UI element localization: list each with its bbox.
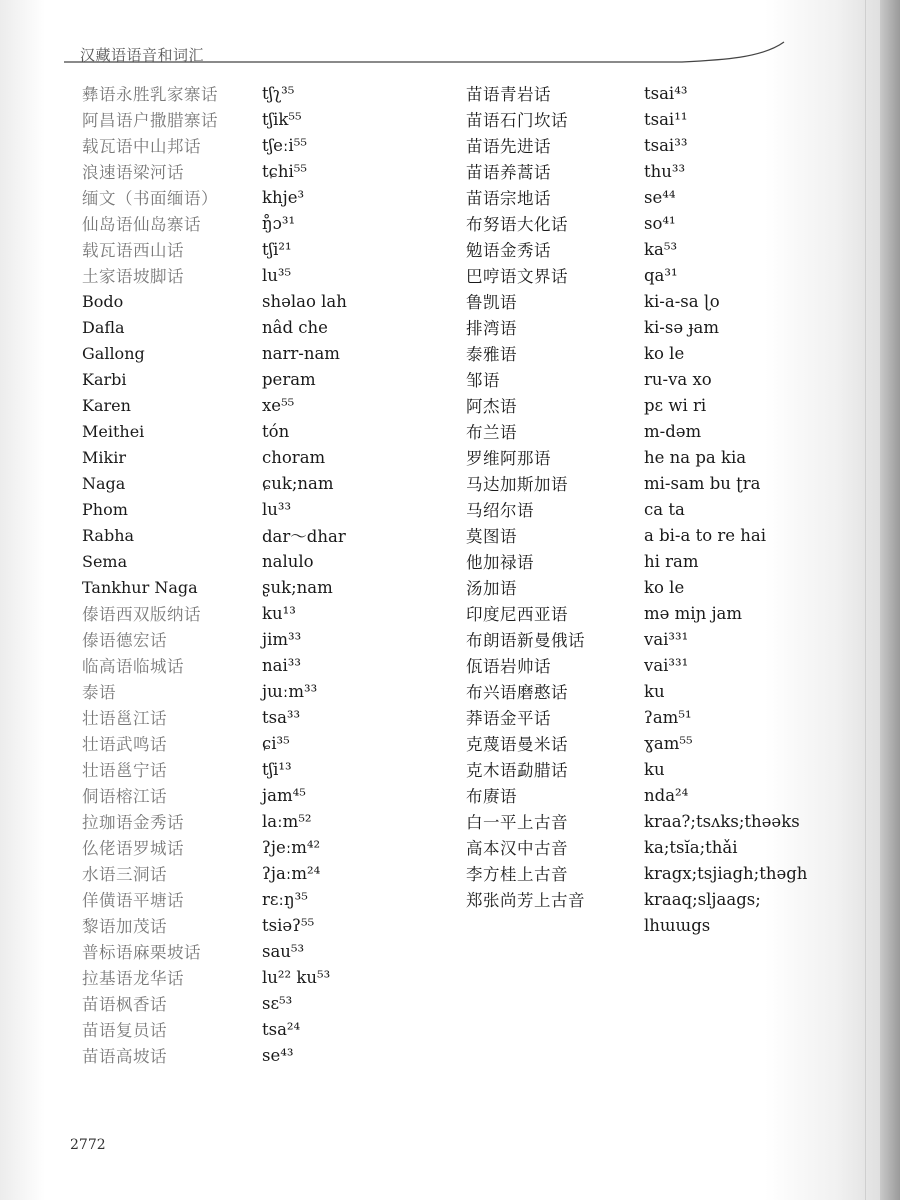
word-form: tʃeːi⁵⁵	[262, 135, 307, 155]
list-item	[466, 912, 814, 938]
language-name: 苗语石门坎话	[466, 111, 568, 130]
list-item	[466, 600, 814, 626]
list-item	[466, 184, 814, 210]
list-item	[466, 210, 814, 236]
word-form: he na pa kia	[644, 447, 747, 467]
word-form: lu³⁵	[262, 265, 292, 285]
list-item	[82, 132, 442, 158]
language-name: 排湾语	[466, 319, 517, 338]
language-name: 苗语青岩话	[466, 85, 551, 104]
language-name: Karen	[82, 395, 131, 415]
language-name: 载瓦语中山邦话	[82, 137, 201, 156]
language-name: 苗语先进话	[466, 137, 551, 156]
language-name: 侗语榕江话	[82, 787, 167, 806]
list-item	[466, 834, 814, 860]
word-form: mə miɲ jam	[644, 603, 743, 623]
list-item	[466, 80, 814, 106]
word-form: hi ram	[644, 551, 699, 571]
list-item	[82, 80, 442, 106]
language-name: 缅文（书面缅语）	[82, 189, 218, 208]
language-name: 苗语高坡话	[82, 1047, 167, 1066]
list-item	[466, 444, 814, 470]
language-name: 他加禄语	[466, 553, 534, 572]
language-name: Rabha	[82, 525, 135, 545]
list-item	[82, 574, 442, 600]
word-form: sau⁵³	[262, 941, 305, 961]
list-item	[82, 236, 442, 262]
list-item	[466, 704, 814, 730]
list-item	[82, 158, 442, 184]
language-name: 傣语西双版纳话	[82, 605, 201, 624]
list-item	[466, 236, 814, 262]
language-name: Sema	[82, 551, 128, 571]
list-item	[82, 886, 442, 912]
list-item	[466, 132, 814, 158]
language-name: 泰语	[82, 683, 116, 702]
word-form: ku¹³	[262, 603, 296, 623]
list-item	[466, 288, 814, 314]
list-item	[466, 496, 814, 522]
word-form: nalulo	[262, 551, 314, 571]
word-form: tsai⁴³	[644, 83, 688, 103]
list-item	[82, 314, 442, 340]
list-item	[82, 288, 442, 314]
language-name: 仫佬语罗城话	[82, 839, 184, 858]
language-name: Dafla	[82, 317, 125, 337]
language-name: 印度尼西亚语	[466, 605, 568, 624]
language-name: 佤语岩帅话	[466, 657, 551, 676]
language-name: Gallong	[82, 343, 145, 363]
list-item	[82, 704, 442, 730]
list-item	[82, 1042, 442, 1068]
word-form: nâd che	[262, 317, 328, 337]
list-item	[82, 600, 442, 626]
language-name: 布朗语新曼俄话	[466, 631, 585, 650]
word-form: mi-sam bu ʈra	[644, 473, 761, 493]
word-form: khje³	[262, 187, 305, 207]
list-item	[82, 730, 442, 756]
language-name: 普标语麻栗坡话	[82, 943, 201, 962]
list-item	[466, 860, 814, 886]
language-name: Meithei	[82, 421, 145, 441]
list-item	[82, 548, 442, 574]
language-name: Naga	[82, 473, 126, 493]
language-name: 土家语坡脚话	[82, 267, 184, 286]
list-item	[466, 522, 814, 548]
list-item	[466, 366, 814, 392]
language-name: 苗语宗地话	[466, 189, 551, 208]
language-name: 布兴语磨憨话	[466, 683, 568, 702]
list-item	[82, 496, 442, 522]
language-name: 阿昌语户撒腊寨话	[82, 111, 218, 130]
word-form: tsai¹¹	[644, 109, 688, 129]
language-name: 阿杰语	[466, 397, 517, 416]
language-name: 白一平上古音	[466, 813, 568, 832]
word-form: ku	[644, 759, 665, 779]
list-item	[82, 782, 442, 808]
word-form: a bi-a to re hai	[644, 525, 767, 545]
word-form: ka⁵³	[644, 239, 678, 259]
list-item	[466, 678, 814, 704]
word-form: nda²⁴	[644, 785, 689, 805]
language-name: Phom	[82, 499, 128, 519]
list-item	[82, 912, 442, 938]
language-name: 黎语加茂话	[82, 917, 167, 936]
list-item	[82, 756, 442, 782]
list-item	[466, 782, 814, 808]
word-form: sɛ⁵³	[262, 993, 293, 1013]
list-item	[82, 652, 442, 678]
language-name: 拉珈语金秀话	[82, 813, 184, 832]
word-form: dar～dhar	[262, 527, 346, 546]
language-name: 李方桂上古音	[466, 865, 568, 884]
list-item	[82, 340, 442, 366]
list-item	[466, 886, 814, 912]
word-form: laːm⁵²	[262, 811, 312, 831]
list-item	[82, 262, 442, 288]
word-form: vai³³¹	[644, 629, 689, 649]
word-form: lhɯɯgs	[644, 915, 711, 935]
language-name: 莽语金平话	[466, 709, 551, 728]
word-form: tsa³³	[262, 707, 301, 727]
word-form: tón	[262, 421, 290, 441]
word-form: m-dəm	[644, 421, 702, 441]
language-name: Karbi	[82, 369, 127, 389]
language-name: 布努语大化话	[466, 215, 568, 234]
word-form: tsa²⁴	[262, 1019, 301, 1039]
word-form: thu³³	[644, 161, 686, 181]
list-item	[82, 366, 442, 392]
list-item	[466, 314, 814, 340]
language-name: 布兰语	[466, 423, 517, 442]
word-form: ki-sə ɟam	[644, 317, 720, 337]
list-item	[82, 834, 442, 860]
list-item	[466, 470, 814, 496]
word-form: narr-nam	[262, 343, 340, 363]
word-form: ʔam⁵¹	[644, 707, 692, 727]
word-form: tɕhi⁵⁵	[262, 161, 308, 181]
running-header: 汉藏语语音和词汇	[80, 46, 205, 64]
language-name: 傣语德宏话	[82, 631, 167, 650]
language-name: 彝语永胜乳家寨话	[82, 85, 218, 104]
word-form: tʃʅ³⁵	[262, 83, 295, 103]
language-name: 罗维阿那语	[466, 449, 551, 468]
word-form: ʔjeːm⁴²	[262, 837, 321, 857]
list-item	[82, 392, 442, 418]
language-name: 泰雅语	[466, 345, 517, 364]
page-number: 2772	[70, 1137, 106, 1153]
list-item	[466, 418, 814, 444]
list-item	[82, 860, 442, 886]
page-gutter-edge	[880, 0, 900, 1200]
word-form: kraaq;sljaags;	[644, 889, 761, 909]
word-form: ɕuk;nam	[262, 473, 334, 493]
language-name: 仙岛语仙岛寨话	[82, 215, 201, 234]
word-form: ɕi³⁵	[262, 733, 290, 753]
word-form: ki-a-sa ɭo	[644, 291, 720, 311]
word-form: se⁴⁴	[644, 187, 676, 207]
word-form: kraa?;tsʌks;thəəks	[644, 811, 800, 831]
list-item	[82, 106, 442, 132]
language-name: Mikir	[82, 447, 126, 467]
word-form: nai³³	[262, 655, 301, 675]
language-name: 壮语邕江话	[82, 709, 167, 728]
word-form: tʃi²¹	[262, 239, 292, 259]
list-item	[466, 730, 814, 756]
list-item	[466, 574, 814, 600]
word-form: qa³¹	[644, 265, 678, 285]
word-form: se⁴³	[262, 1045, 294, 1065]
word-form: ko le	[644, 577, 685, 597]
language-name: 壮语邕宁话	[82, 761, 167, 780]
list-item	[82, 418, 442, 444]
language-name: 马绍尔语	[466, 501, 534, 520]
language-name: 拉基语龙华话	[82, 969, 184, 988]
list-item	[466, 548, 814, 574]
list-item	[82, 626, 442, 652]
language-name: 郑张尚芳上古音	[466, 891, 585, 910]
list-item	[466, 262, 814, 288]
list-item	[82, 522, 442, 548]
word-form: jam⁴⁵	[262, 785, 306, 805]
word-form: ɣam⁵⁵	[644, 733, 693, 753]
language-name: 壮语武鸣话	[82, 735, 167, 754]
word-form: ru-va xo	[644, 369, 712, 389]
word-form: tʃi¹³	[262, 759, 292, 779]
header-rule	[62, 0, 802, 80]
word-form: ko le	[644, 343, 685, 363]
list-item	[82, 444, 442, 470]
language-name: 汤加语	[466, 579, 517, 598]
word-form: ca ta	[644, 499, 685, 519]
language-name: 苗语复员话	[82, 1021, 167, 1040]
word-form: xe⁵⁵	[262, 395, 295, 415]
list-item	[466, 808, 814, 834]
language-name: 苗语枫香话	[82, 995, 167, 1014]
word-form: tʃik⁵⁵	[262, 109, 302, 129]
list-item	[82, 678, 442, 704]
word-form: peram	[262, 369, 316, 389]
language-name: 勉语金秀话	[466, 241, 551, 260]
word-form: choram	[262, 447, 326, 467]
language-name: 邹语	[466, 371, 500, 390]
word-form: tsai³³	[644, 135, 688, 155]
language-name: 克木语勐腊话	[466, 761, 568, 780]
language-name: 佯僙语平塘话	[82, 891, 184, 910]
language-name: 莫图语	[466, 527, 517, 546]
language-name: 浪速语梁河话	[82, 163, 184, 182]
language-name: 苗语养蒿话	[466, 163, 551, 182]
language-name: 马达加斯加语	[466, 475, 568, 494]
list-item	[466, 392, 814, 418]
language-name: 载瓦语西山话	[82, 241, 184, 260]
language-name: 鲁凯语	[466, 293, 517, 312]
list-item	[82, 964, 442, 990]
list-item	[82, 990, 442, 1016]
list-item	[466, 626, 814, 652]
language-name: Bodo	[82, 291, 124, 311]
word-form: shəlao lah	[262, 291, 347, 311]
word-form: lu²² ku⁵³	[262, 967, 331, 987]
language-name: 临高语临城话	[82, 657, 184, 676]
list-item	[466, 756, 814, 782]
language-name: 高本汉中古音	[466, 839, 568, 858]
list-item	[466, 158, 814, 184]
language-name: 克蔑语曼米话	[466, 735, 568, 754]
list-item	[82, 210, 442, 236]
language-name: 巴哼语文界话	[466, 267, 568, 286]
right-column	[466, 80, 814, 938]
word-form: so⁴¹	[644, 213, 676, 233]
word-form: pɛ wi ri	[644, 395, 707, 415]
page-edge-line	[865, 0, 866, 1200]
word-form: tsiəʔ⁵⁵	[262, 915, 315, 935]
list-item	[82, 1016, 442, 1042]
word-form: kragx;tsjiagh;thəgh	[644, 863, 808, 883]
word-form: jim³³	[262, 629, 302, 649]
word-form: ŋ̊ɔ³¹	[262, 213, 296, 233]
list-item	[82, 938, 442, 964]
word-form: vai³³¹	[644, 655, 689, 675]
list-item	[82, 184, 442, 210]
language-name: Tankhur Naga	[82, 577, 198, 597]
list-item	[466, 652, 814, 678]
language-name: 布赓语	[466, 787, 517, 806]
word-form: ʂuk;nam	[262, 577, 333, 597]
list-item	[82, 470, 442, 496]
word-form: ku	[644, 681, 665, 701]
list-item	[82, 808, 442, 834]
list-item	[466, 106, 814, 132]
word-form: ʔjaːm²⁴	[262, 863, 321, 883]
language-name: 水语三洞话	[82, 865, 167, 884]
word-form: jɯːm³³	[262, 681, 318, 701]
word-form: ka;tsĭa;thǎi	[644, 837, 738, 857]
word-form: lu³³	[262, 499, 292, 519]
list-item	[466, 340, 814, 366]
left-column	[82, 80, 442, 1068]
word-form: rɛːŋ³⁵	[262, 889, 308, 909]
